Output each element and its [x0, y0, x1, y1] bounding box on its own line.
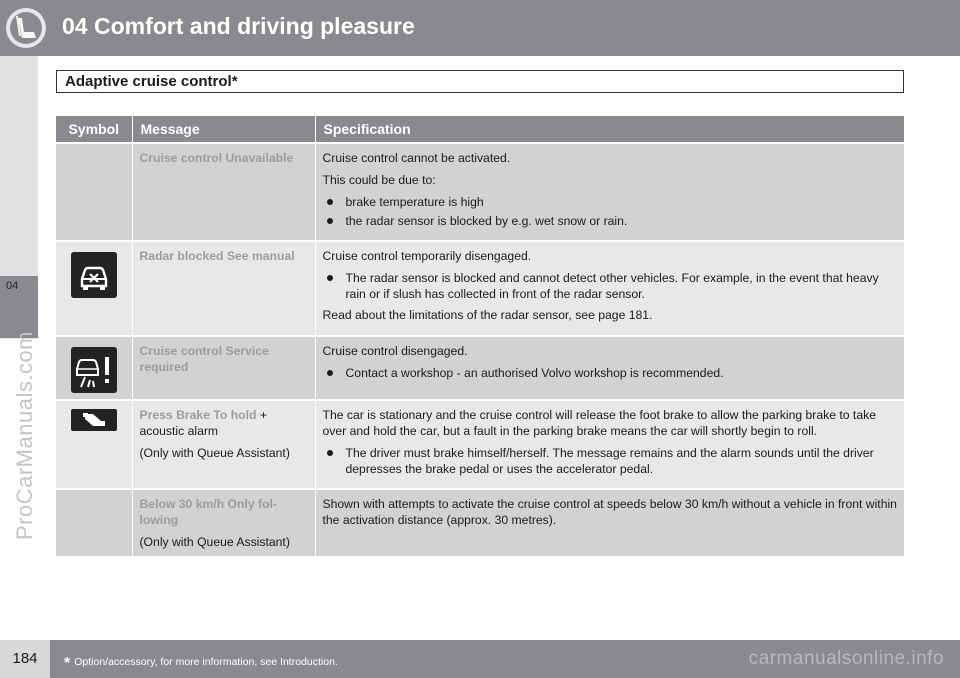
spec-bullets: [323, 270, 898, 302]
col-header-symbol: Symbol: [56, 116, 132, 143]
table-row: [56, 336, 904, 400]
message-note: (Only with Queue Assistant): [139, 535, 290, 549]
message-name: Cruise control Service required: [139, 344, 269, 374]
spec-bullet: Contact a workshop - an authorised Volvo workshop is recommended.: [323, 365, 898, 381]
message-name: Radar blocked See manual: [139, 249, 295, 263]
spec-bullet: brake temperature is high: [323, 194, 898, 210]
message-cell: [132, 400, 315, 489]
footer-note: [64, 652, 338, 670]
section-title: Adaptive cruise control*: [65, 73, 238, 90]
spec-text: The car is stationary and the cruise control will release the foot brake to allow the parking brake to take over and hold the car, but a fault in the parking brake means the car will shortly begin to roll.: [322, 408, 876, 438]
spec-bullet: The radar sensor is blocked and cannot detect other vehicles. For example, in the event that heavy rain or if slush has collected in front of the radar sensor.: [323, 270, 898, 302]
car-radar-blocked-icon: [71, 252, 117, 298]
message-name: Cruise control Unavailable: [139, 151, 294, 165]
table-row: [56, 400, 904, 489]
message-suffix: + acoustic alarm: [139, 408, 267, 438]
press-brake-icon: [71, 409, 117, 431]
page-number: 184: [0, 640, 50, 678]
section-heading-box: [56, 70, 904, 93]
spec-text: Cruise control cannot be activated.: [322, 151, 511, 165]
message-name: Below 30 km/h Only fol-lowing: [139, 497, 277, 527]
chapter-tab-label: 04: [6, 280, 19, 292]
cruise-service-warning-icon: [71, 347, 117, 393]
col-header-message: Message: [132, 116, 315, 143]
spec-text: This could be due to:: [322, 173, 436, 187]
side-watermark: ProCarManuals.com: [12, 330, 37, 540]
footer-asterisk: *: [64, 655, 71, 672]
message-cell: [132, 489, 315, 556]
table-row: [56, 143, 904, 241]
spec-text: Cruise control disengaged.: [322, 344, 468, 358]
page-title: 04 Comfort and driving pleasure: [62, 13, 415, 39]
message-cell: [132, 241, 315, 336]
footer-note-text: Option/accessory, for more information, see Introduction.: [74, 656, 338, 668]
message-cell: [132, 143, 315, 241]
footer-watermark: carmanualsonline.info: [748, 648, 944, 669]
symbol-cell: [56, 489, 132, 556]
spec-bullets: [323, 445, 898, 477]
col-header-specification: Specification: [315, 116, 904, 143]
table-row: [56, 489, 904, 556]
seat-icon: [4, 6, 48, 50]
symbol-cell: [56, 400, 132, 489]
spec-bullets: [323, 365, 898, 381]
spec-text: Cruise control temporarily disengaged.: [322, 249, 532, 263]
symbol-cell: [56, 143, 132, 241]
message-note: (Only with Queue Assistant): [139, 446, 290, 460]
specification-cell: [315, 400, 904, 489]
spec-text: Read about the limitations of the radar sensor, see page 181.: [322, 308, 653, 322]
specification-cell: [315, 336, 904, 400]
specification-cell: [315, 241, 904, 336]
table-header-row: [56, 116, 904, 143]
spec-bullet: The driver must brake himself/herself. The message remains and the alarm sounds until the driver depresses the brake pedal or uses the accelerator pedal.: [323, 445, 898, 477]
message-table: [56, 116, 904, 556]
symbol-cell: [56, 241, 132, 336]
message-cell: [132, 336, 315, 400]
spec-bullet: the radar sensor is blocked by e.g. wet snow or rain.: [323, 213, 898, 229]
table-row: [56, 241, 904, 336]
message-name: Press Brake To hold: [139, 408, 257, 422]
symbol-cell: [56, 336, 132, 400]
specification-cell: [315, 489, 904, 556]
spec-text: Shown with attempts to activate the cruise control at speeds below 30 km/h without a vehicle in front within the activation distance (approx. 30 metres).: [322, 497, 897, 527]
spec-bullets: [323, 194, 898, 229]
page-header: [0, 0, 960, 56]
specification-cell: [315, 143, 904, 241]
